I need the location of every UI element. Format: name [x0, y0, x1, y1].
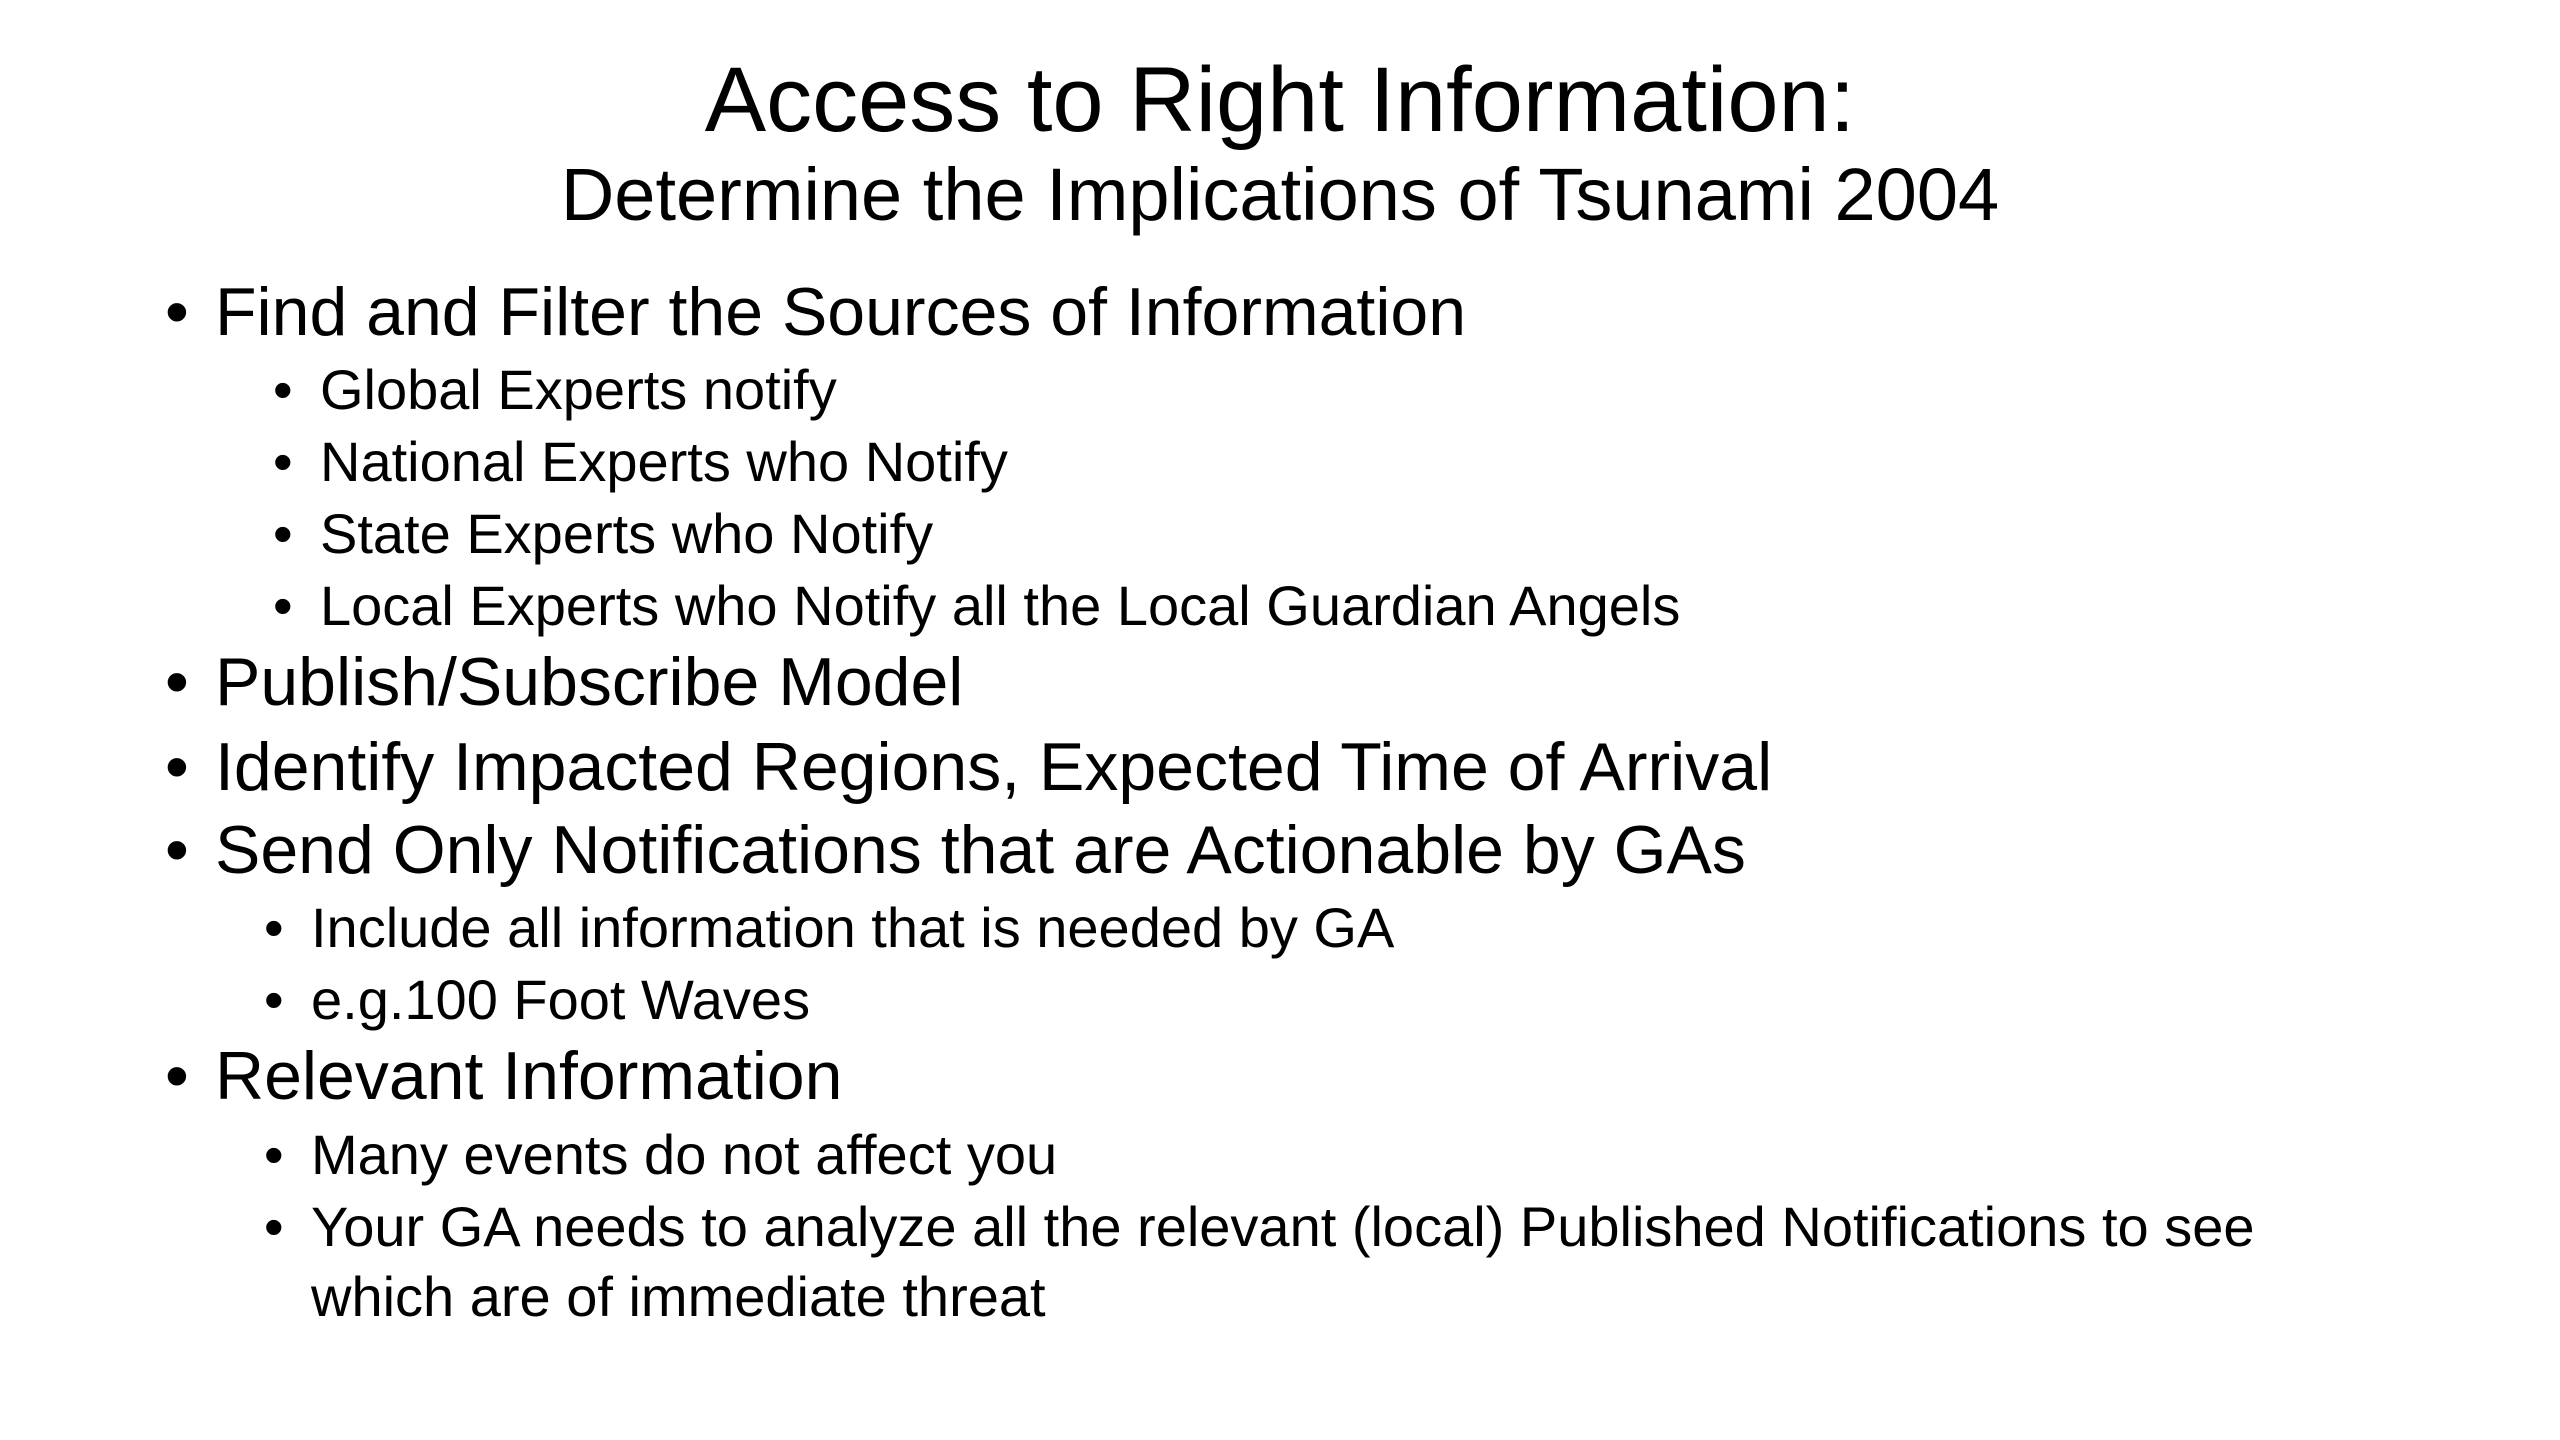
bullet-dot: • [165, 274, 189, 350]
bullet-dot: • [165, 729, 189, 805]
bullet-dot: • [264, 896, 284, 959]
sub-bullet-text: Include all information that is needed by GA [311, 896, 1395, 959]
slide-title: Access to Right Information: [704, 49, 1856, 151]
sub-bullet-text: Local Experts who Notify all the Local Guardian Angels [320, 574, 1681, 637]
sub-bullet-text: which are of immediate threat [311, 1265, 1046, 1328]
bullet-dot: • [165, 644, 189, 720]
sub-bullet-text: Many events do not affect you [311, 1123, 1058, 1186]
bullet-text: Find and Filter the Sources of Information [215, 274, 1467, 350]
bullet-text: Identify Impacted Regions, Expected Time of Arrival [215, 729, 1773, 805]
bullet-text: Send Only Notifications that are Actionable by GAs [215, 812, 1746, 888]
bullet-dot: • [273, 574, 293, 637]
slide-subtitle: Determine the Implications of Tsunami 2004 [560, 153, 2000, 236]
sub-bullet-text: Global Experts notify [320, 358, 837, 421]
bullet-text: Relevant Information [215, 1038, 843, 1114]
sub-bullet-text: e.g.100 Foot Waves [311, 968, 811, 1031]
bullet-text: Publish/Subscribe Model [215, 644, 964, 720]
bullet-dot: • [273, 502, 293, 565]
bullet-dot: • [273, 430, 293, 493]
sub-bullet-text: National Experts who Notify [320, 430, 1008, 493]
bullet-dot: • [264, 968, 284, 1031]
bullet-dot: • [165, 1038, 189, 1114]
bullet-dot: • [264, 1195, 284, 1258]
bullet-dot: • [165, 812, 189, 888]
bullet-dot: • [264, 1123, 284, 1186]
sub-bullet-text: State Experts who Notify [320, 502, 934, 565]
sub-bullet-text: Your GA needs to analyze all the relevant (local) Published Notifications to see [311, 1195, 2255, 1258]
bullet-dot: • [273, 358, 293, 421]
